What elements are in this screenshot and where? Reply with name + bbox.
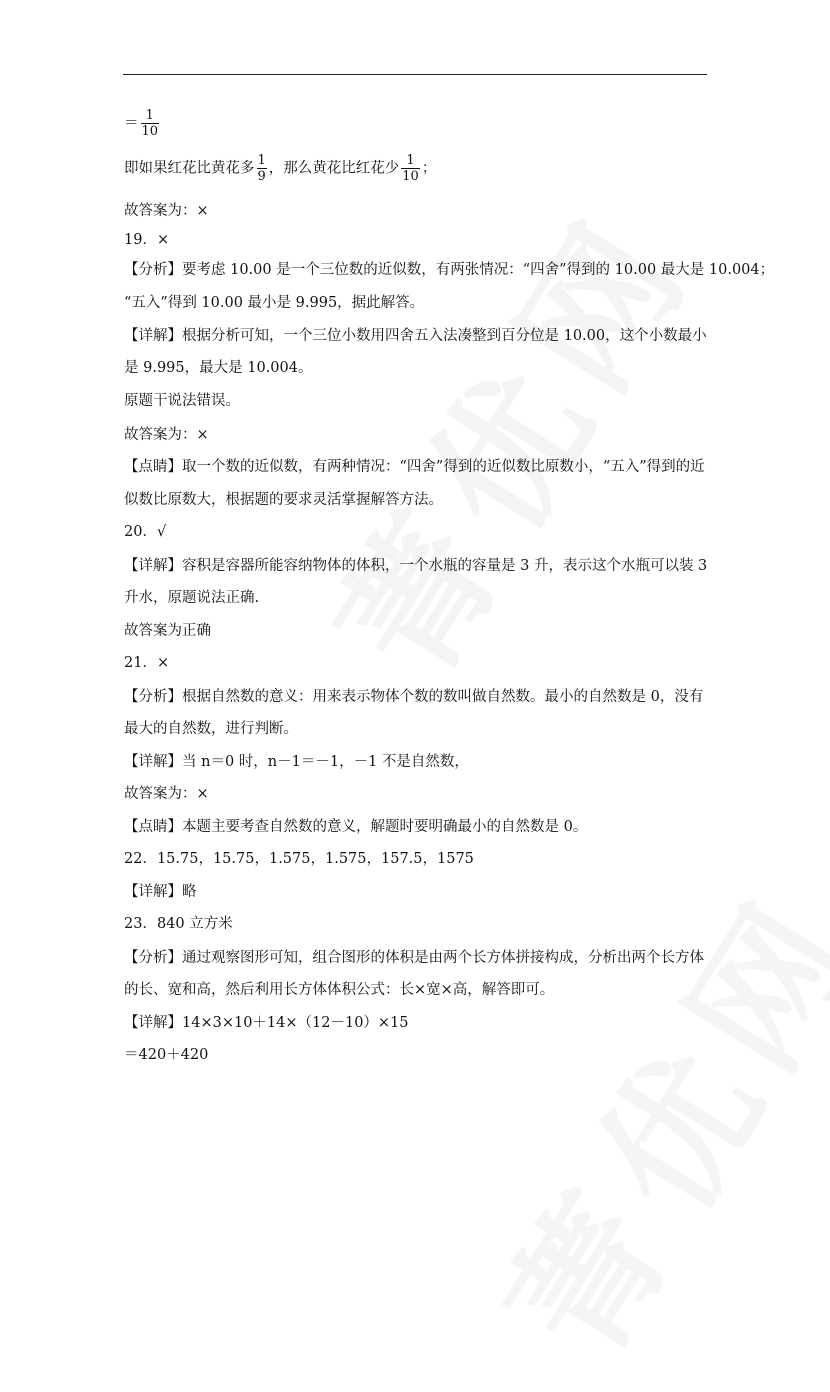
question-number: 23．840 立方米 — [124, 916, 233, 932]
text-line: ＝420＋420 — [124, 1047, 209, 1063]
text-line: 升水，原题说法正确. — [124, 590, 260, 606]
text-line: 【点睛】本题主要考查自然数的意义，解题时要明确最小的自然数是 0。 — [124, 819, 588, 835]
fraction: $\frac{1}{10}$ — [141, 108, 159, 139]
text-line: “五入”得到 10.00 最小是 9.995，据此解答。 — [124, 295, 425, 311]
text-line: 即如果红花比黄花多 $\frac{1}{9}$ ，那么黄花比红花少 $\frac{1}{10}$ ； — [124, 153, 437, 184]
text-line: 故答案为：× — [124, 203, 209, 219]
question-number: 19．× — [124, 232, 170, 248]
text-line: 【分析】通过观察图形可知，组合图形的体积是由两个长方体拼接构成，分析出两个长方体 — [124, 950, 704, 966]
text-line: 故答案为：× — [124, 427, 209, 443]
text-line: 【分析】要考虑 10.00 是一个三位数的近似数，有两张情况：“四舍”得到的 10.00 最大是 10.004； — [124, 262, 775, 278]
text-line: 【详解】14×3×10＋14×（12－10）×15 — [124, 1015, 409, 1031]
fraction: $\frac{1}{9}$ — [257, 153, 266, 184]
text-line: 的长、宽和高，然后利用长方体体积公式：长×宽×高，解答即可。 — [124, 982, 555, 998]
text-line: 【详解】根据分析可知，一个三位小数用四舍五入法凑整到百分位是 10.00，这个小数最小 — [124, 328, 707, 344]
text-line: 【分析】根据自然数的意义：用来表示物体个数的数叫做自然数。最小的自然数是 0，没有 — [124, 689, 704, 705]
text-line: 【详解】当 n＝0 时，n－1＝－1，－1 不是自然数， — [124, 754, 469, 770]
text-line: 是 9.995，最大是 10.004。 — [124, 360, 313, 376]
question-number: 20．√ — [124, 524, 167, 540]
question-number: 22．15.75，15.75，1.575，1.575，157.5，1575 — [124, 851, 474, 867]
text-line: 【详解】略 — [124, 884, 197, 900]
text-line: ＝ $\frac{1}{10}$ — [124, 108, 159, 139]
text-line: 原题干说法错误。 — [124, 393, 240, 409]
text-line: 【点睛】取一个数的近似数，有两种情况：“四舍”得到的近似数比原数小，“五入”得到的近 — [124, 459, 705, 475]
text-line: 最大的自然数，进行判断。 — [124, 721, 298, 737]
text-line: 【详解】容积是容器所能容纳物体的体积，一个水瓶的容量是 3 升，表示这个水瓶可以装 3 — [124, 558, 708, 574]
header-rule — [123, 74, 707, 75]
fraction: $\frac{1}{10}$ — [402, 153, 419, 184]
text-line: 故答案为正确 — [124, 623, 211, 639]
question-number: 21．× — [124, 655, 170, 671]
text-line: 似数比原数大，根据题的要求灵活掌握解答方法。 — [124, 492, 443, 508]
text-line: 故答案为：× — [124, 786, 209, 802]
